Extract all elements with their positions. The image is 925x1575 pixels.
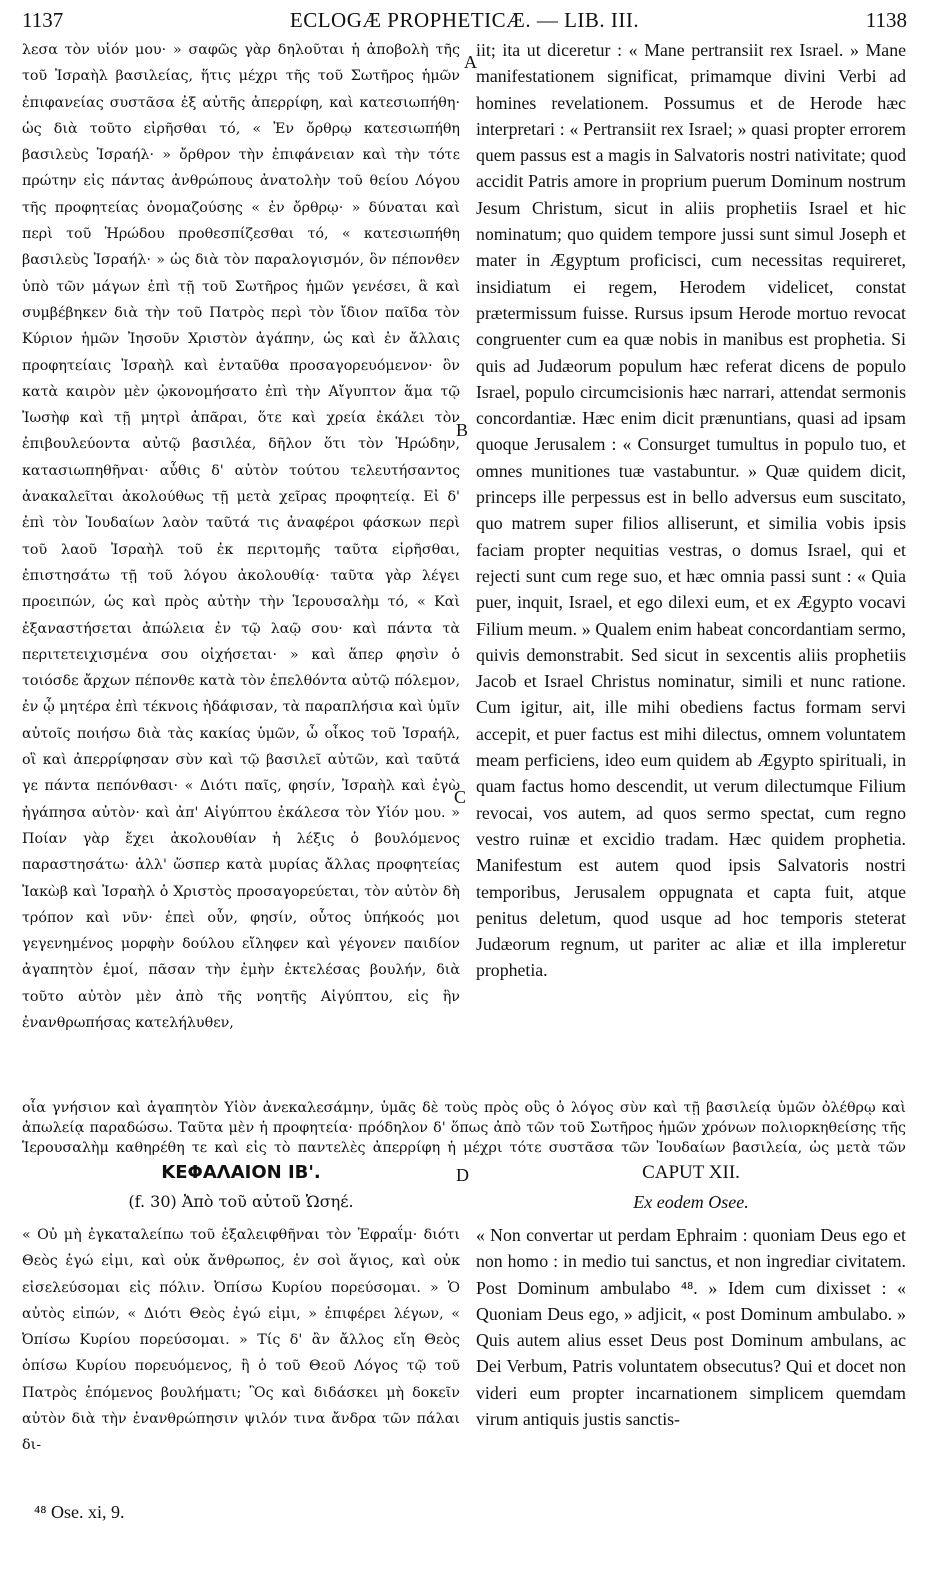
page-number-right: 1138 [865, 8, 907, 32]
greek-full-width-text: οἷα γνήσιον καὶ ἀγαπητὸν Υἱὸν ἀνεκαλεσάμην, ὑμᾶς δὲ τοὺς πρὸς οὓς ὁ λόγος σὺν καὶ τῇ βασιλείᾳ ὑμῶν ὀλέθρῳ καὶ ἀπωλείᾳ παραδώσω. Ταῦτα μὲν ἡ προφητεία· πρόδηλον δ' ὅπως ἀπὸ τῶν τοῦ Σωτῆρος ἡμῶν χρόνων πολιορκηθείσης τῆς Ἱερουσαλὴμ καθηρέθη τε καὶ εἰς τὸ παντελὲς ἀπερρίφη ἡ μέχρι τότε συστᾶσα τῶν Ἰουδαίων βασιλεία, ὡς μετὰ τῶν [22, 1100, 906, 1156]
latin-chapter-text: « Non convertar ut perdam Ephraim : quoniam Deus ego et non homo : in medio tui sanctus, et non ingrediar civitatem. Post Dominum ambulabo ⁴⁸. » Idem cum dixisset : « Quoniam Deus ego, » adjicit, « post Dominum ambulabo. » Quis autem alius esset Deus post Dominum ambulans, ac Dei Verbum, Patris voluntatem obsecutus? Qui et docet non videri eum propter incarnationem simplicem quemdam virum antiquis justis sanctis- [476, 1225, 906, 1430]
footnote: ⁴⁸ Ose. xi, 9. [34, 1502, 125, 1522]
greek-chapter-subheading: (f. 30) Ἀπὸ τοῦ αὐτοῦ Ὡσηέ. [128, 1192, 354, 1211]
margin-marker-d: D [456, 1165, 469, 1185]
margin-marker-b: B [456, 420, 469, 440]
margin-marker-c: C [454, 787, 467, 807]
running-title: ECLOGÆ PROPHETICÆ. — LIB. III. [289, 8, 640, 32]
greek-chapter-text: « Οὐ μὴ ἐγκαταλείπω τοῦ ἐξαλειφθῆναι τὸν Ἐφραΐμ· διότι Θεὸς ἐγώ εἰμι, καὶ οὐκ ἄνθρωπος, ἐν σοὶ ἅγιος, καὶ οὐκ εἰσελεύσομαι εἰς πόλιν. Ὀπίσω Κυρίου πορεύσομαι. » Ὁ αὐτὸς εἰπών, « Διότι Θεὸς ἐγώ εἰμι, » ἐπιφέρει λέγων, « Ὀπίσω Κυρίου πορεύσομαι. » Τίς δ' ἂν ἄλλος εἴη Θεὸς ὀπίσω Κυρίου πορευόμενος, ἢ ὁ τοῦ Θεοῦ Λόγος τῷ τοῦ Πατρὸς ἑπόμενος βουλήματι; Ὃς καὶ διδάσκει μὴ δοκεῖν αὐτὸν διὰ τὴν ἐνανθρώπησιν ψιλόν τινα ἄνδρα τῶν πάλαι δι- [22, 1227, 460, 1454]
latin-column-top: iit; ita ut diceretur : « Mane pertransiit rex Israel. » Mane manifestationem significat, primamque divini Verbi ad homines revelationem. Possumus et de Herode hæc interpretari : « Pertransiit rex Israel; » quasi propter errorem quem passus est a magis in Salvatoris nostri nativitate; quod accidit Patris amore in proprium puerum Dominum nostrum Jesum Christum, sicut in aliis prophetiis Israel et hic nominatum; quo quidem tempore jussi sunt simul Joseph et mater in Ægyptum proficisci, cum necessitas requireret, insidiatum ei regem, Herodem videlicet, constat prætermissum fuisse. Rursus ipsum Herode mortuo revocat congruenter cum ea quæ nobis in manibus est prophetia. Si quis ad Judæorum populum hæc referat dicens de populo Israel, populo circumcisionis hæc narrari, attendat sermonis concordantiæ. Hæc enim dicit prænuntians, quasi ad ipsam quoque Jerusalem : « Consurget tumultus in populo tuo, et omnes munitiones tuæ vastabuntur. » Quæ quidem dicit, princeps ille perpessus est in bello adversus eum suscitato, quo matrem super filios alliserunt, et similia vobis ipsis faciam propter nequitias vestras, o domus Israel, qui et rejecti sunt cum rege suo, et hæc omnia passi sunt : « Quia puer, inquit, Israel, et ego dilexi eum, et ex Ægypto vocavi Filium meum. » Qualem enim habeat concordantiam sermo, quivis demonstrabit. Sed sicut in sexcentis aliis prophetiis Jacob et Israel Christus nominatur, simili et nunc ratione. Cum igitur, ait, ille mihi obediens factus formam servi accepit, et puer factus est mihi dilectus, omnem voluntatem meam perficiens, ideo eum quidem ab Ægypto spirituali, in quam factus homo descendit, ut verum dilectumque Filium revocai, vos autem, ad quos sermo spectat, cum regno vestro ruinæ et excidio tradam. Hæc quidem prophetia. Manifestum est autem quod ipsis Salvatoris nostri temporibus, Jerusalem oppugnata et capta fuit, atque penitus deletum, quod usque ad hoc temporis steterat Judæorum regnum, ut pariter ac aliæ et illa impleretur prophetia. [476, 40, 906, 981]
page-number-left: 1137 [22, 8, 64, 32]
latin-chapter-subheading: Ex eodem Osee. [633, 1192, 749, 1212]
latin-chapter-heading: CAPUT XII. [642, 1162, 740, 1183]
greek-column-top: λεσα τὸν υἱόν μου· » σαφῶς γὰρ δηλοῦται ἡ ἀποβολὴ τῆς τοῦ Ἰσραὴλ βασιλείας, ἥτις μέχρι τῆς τοῦ Σωτῆρος ἡμῶν ἐπιφανείας συστᾶσα ἐξ αὐτῆς ἀπερρίφη, καὶ κατεσιωπήθη· ὡς διὰ τοῦτο εἰρῆσθαι τό, « Ἐν ὄρθρῳ κατεσιωπήθη βασιλεὺς Ἰσραήλ· » ὄρθρον τὴν ἐπιφάνειαν καὶ τὴν τότε πρώτην εἰς πάντας ἀνθρώπους ἀνατολὴν τοῦ θείου Λόγου τῆς προφητείας ὀνομαζούσης « ἐν ὄρθρῳ· » δύναται καὶ περὶ τοῦ Ἡρώδου προθεσπίζεσθαι τό, « κατεσιωπήθη βασιλεὺς Ἰσραήλ· » ὡς διὰ τὸν παραλογισμόν, ὃν πέπονθεν ὑπὸ τῶν μάγων ἐπὶ τῇ τοῦ Σωτῆρος ἡμῶν γενέσει, ἃ καὶ συμβέβηκεν διὰ τὴν τοῦ Πατρὸς περὶ τὸν ἴδιον παῖδα τὸν Κύριον ἡμῶν Ἰησοῦν Χριστὸν ἀγάπην, ὡς καὶ ἐν ἄλλαις προφητείαις Ἰσραὴλ καὶ ἐνταῦθα προσαγορευόμενον· ὃν κατὰ καιρὸν μὲν ᾠκονομήσατο ἐπὶ τὴν Αἴγυπτον ἅμα τῷ Ἰωσὴφ καὶ τῇ μητρὶ ἀπᾶραι, ὅτε καὶ χρεία ἐκάλει τὸν ἐπιβουλεύοντα αὐτῷ βασιλέα, δῆλον ὅτι τὸν Ἡρώδην, κατασιωπηθῆναι· αὖθις δ' αὐτὸν τούτου τελευτήσαντος ἀνακαλεῖται ἀκολούθως τῇ μετὰ χεῖρας προφητείᾳ. Εἰ δ' ἐπὶ τὸν Ἰουδαίων λαὸν ταῦτά τις ἀναφέροι φάσκων περὶ τοῦ λαοῦ Ἰσραὴλ τοῦ ἐκ περιτομῆς ταῦτα εἰρῆσθαι, ἐπιστησάτω τῇ τοῦ λόγου ἀκολουθίᾳ· ταῦτα γὰρ λέγει προειπών, ὡς καὶ πρὸς αὐτὴν τὴν Ἱερουσαλὴμ τό, « Καὶ ἐξαναστήσεται ἀπώλεια ἐν τῷ λαῷ σου· καὶ πάντα τὰ περιτετειχισμένα σου οἰχήσεται· » καὶ ἅπερ φησὶν ὁ τοιόσδε ἄρχων πέπονθε κατὰ τὸν ἐπελθόντα αὐτῷ πόλεμον, ἐν ᾧ μητέρα ἐπὶ τέκνοις ἠδάφισαν, τὰ παραπλήσια καὶ ὑμῖν αὐτοῖς ποιήσω διὰ τὰς κακίας ὑμῶν, ὦ οἶκος τοῦ Ἰσραήλ, οἳ καὶ ἀπερρίφησαν σὺν καὶ τῷ βασιλεῖ αὐτῶν, καὶ ταῦτά γε πάντα πεπόνθασι· « Διότι παῖς, φησίν, Ἰσραὴλ καὶ ἐγὼ ἠγάπησα αὐτὸν· καὶ ἀπ' Αἰγύπτου ἐκάλεσα τὸν Υἱόν μου. » Ποίαν γὰρ ἔχει ἀκολουθίαν ἡ λέξις ὁ βουλόμενος παραστησάτω· ἀλλ' ὥσπερ κατὰ μυρίας ἄλλας προφητείας Ἰακὼβ καὶ Ἰσραὴλ ὁ Χριστὸς προσαγορεύεται, τὸν αὐτὸν δὴ τρόπον καὶ νῦν· ἐπεὶ οὖν, φησίν, οὗτος ὑπήκοός μοι γεγενημένος μορφὴν δούλου εἴληφεν καὶ γέγονεν παιδίον ἀγαπητὸν ἐμοί, πᾶσαν τὴν ἐμὴν ἐκτελέσας βουλήν, διὰ τοῦτο αὐτὸν μὲν ἀπὸ τῆς νοητῆς Αἰγύπτου, εἰς ἣν ἐνανθρωπήσας κατελήλυθεν, [22, 42, 460, 1031]
greek-chapter-heading: ΚΕΦΑΛΑΙΟΝ ΙΒ'. [161, 1162, 321, 1183]
running-header [22, 8, 907, 34]
margin-marker-a: A [464, 52, 477, 72]
